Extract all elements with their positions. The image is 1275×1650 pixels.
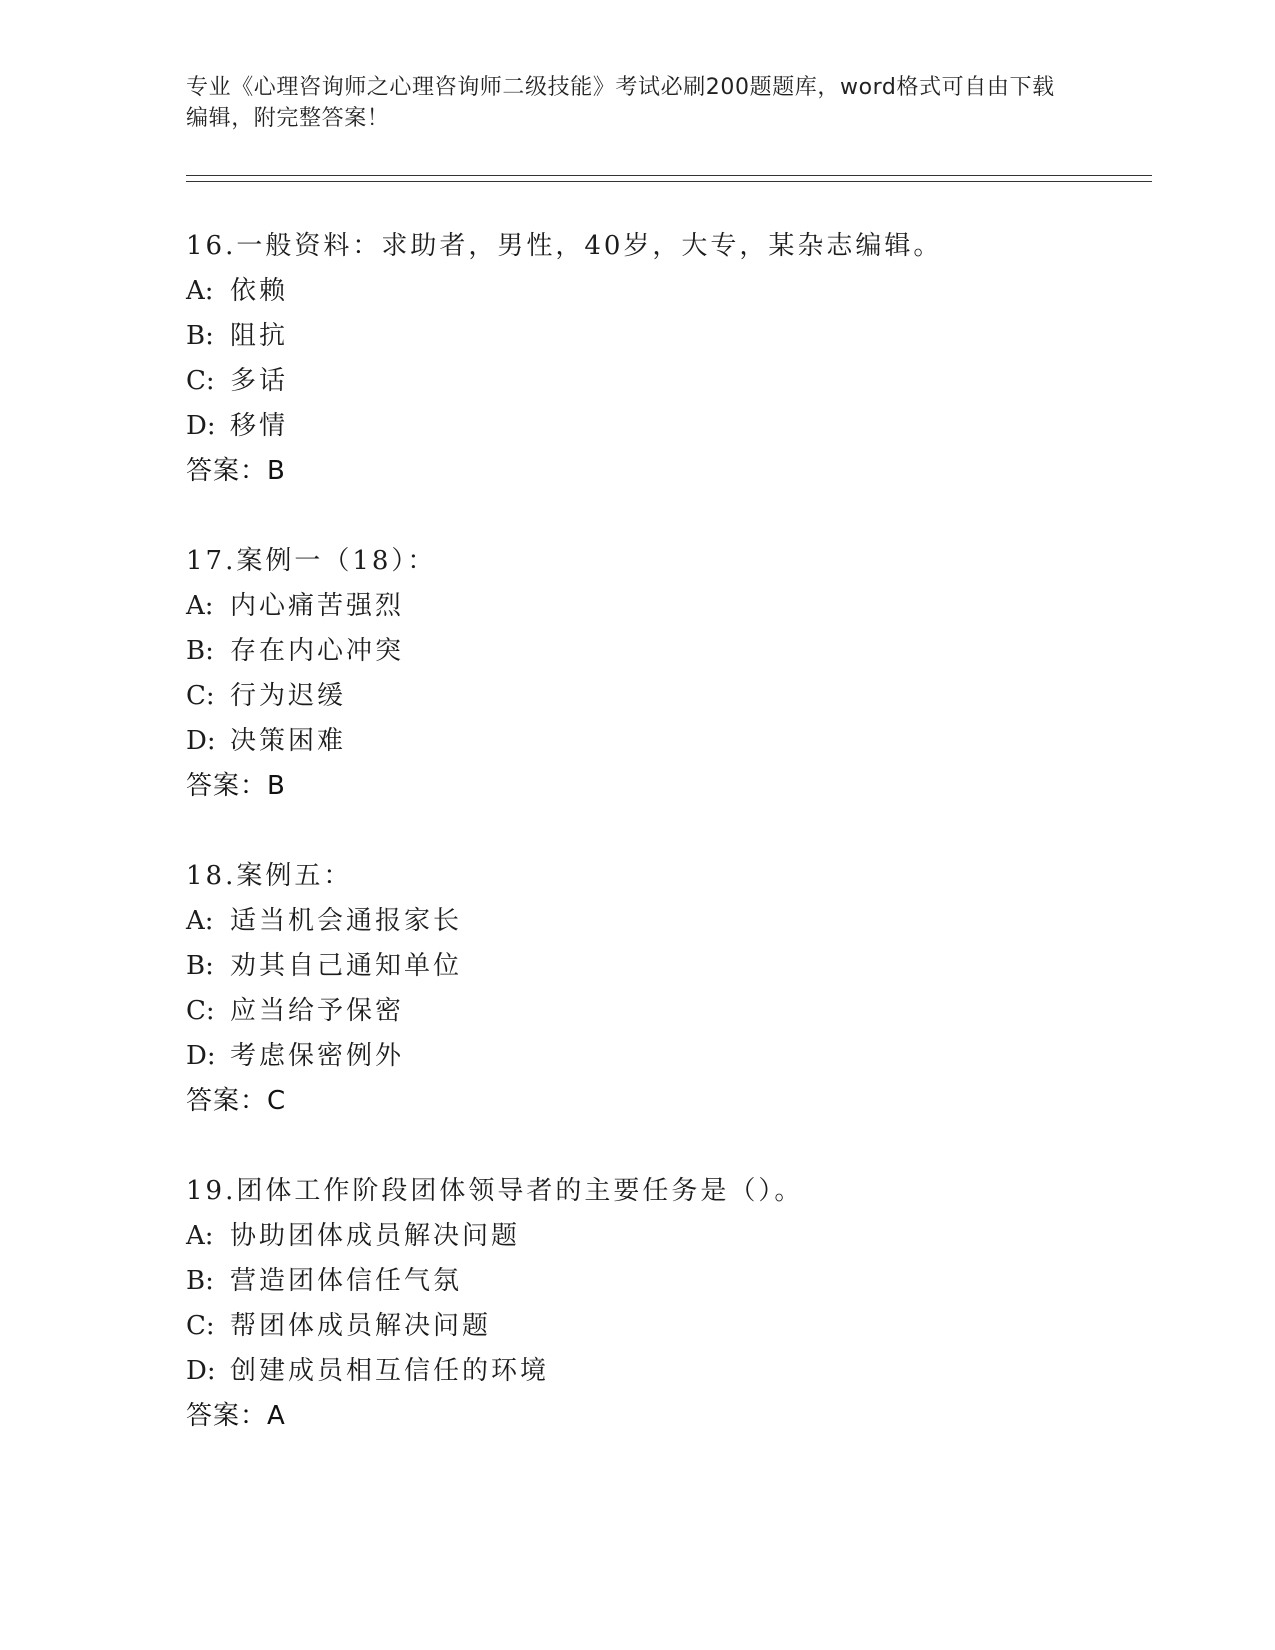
option-letter: B: bbox=[186, 951, 214, 981]
option-b bbox=[186, 944, 1146, 989]
header-divider-bottom bbox=[186, 181, 1152, 182]
option-b bbox=[186, 629, 1146, 674]
option-letter: A: bbox=[186, 591, 214, 621]
option-d bbox=[186, 1034, 1146, 1079]
option-d bbox=[186, 404, 1146, 449]
answer: 答案：B bbox=[186, 456, 286, 486]
option-text: 移情 bbox=[230, 411, 289, 441]
option-letter: A: bbox=[186, 1221, 214, 1251]
option-a bbox=[186, 269, 1146, 314]
option-letter: B: bbox=[186, 1266, 214, 1296]
option-letter: D: bbox=[186, 726, 216, 756]
option-c bbox=[186, 989, 1146, 1034]
option-letter: B: bbox=[186, 321, 214, 351]
option-c bbox=[186, 674, 1146, 719]
answer: 答案：A bbox=[186, 1401, 286, 1431]
option-text: 依赖 bbox=[230, 276, 289, 306]
question-18 bbox=[186, 854, 1146, 1124]
option-letter: D: bbox=[186, 1356, 216, 1386]
option-letter: C: bbox=[186, 366, 215, 396]
question-17 bbox=[186, 539, 1146, 809]
question-stem: 16.一般资料：求助者，男性，40岁，大专，某杂志编辑。 bbox=[186, 231, 943, 261]
question-stem: 19.团体工作阶段团体领导者的主要任务是（）。 bbox=[186, 1176, 804, 1206]
option-d bbox=[186, 719, 1146, 764]
option-text: 创建成员相互信任的环境 bbox=[230, 1356, 550, 1386]
option-text: 内心痛苦强烈 bbox=[230, 591, 405, 621]
question-stem: 18.案例五： bbox=[186, 861, 353, 891]
question-16 bbox=[186, 224, 1146, 494]
option-letter: C: bbox=[186, 996, 215, 1026]
option-b bbox=[186, 314, 1146, 359]
option-text: 多话 bbox=[230, 366, 289, 396]
option-text: 劝其自己通知单位 bbox=[230, 951, 463, 981]
question-stem: 17.案例一（18）： bbox=[186, 546, 437, 576]
option-text: 决策困难 bbox=[230, 726, 347, 756]
option-text: 阻抗 bbox=[230, 321, 289, 351]
option-text: 考虑保密例外 bbox=[230, 1041, 405, 1071]
option-letter: B: bbox=[186, 636, 214, 666]
option-text: 营造团体信任气氛 bbox=[230, 1266, 463, 1296]
answer: 答案：C bbox=[186, 1086, 287, 1116]
option-c bbox=[186, 359, 1146, 404]
option-text: 适当机会通报家长 bbox=[230, 906, 463, 936]
option-text: 帮团体成员解决问题 bbox=[230, 1311, 492, 1341]
option-text: 行为迟缓 bbox=[230, 681, 347, 711]
option-letter: C: bbox=[186, 1311, 215, 1341]
document-header: 专业《心理咨询师之心理咨询师二级技能》考试必刷200题题库，word格式可自由下载编辑，附完整答案！ bbox=[186, 75, 1055, 131]
option-letter: A: bbox=[186, 276, 214, 306]
option-letter: A: bbox=[186, 906, 214, 936]
option-a bbox=[186, 1214, 1146, 1259]
option-letter: D: bbox=[186, 1041, 216, 1071]
option-b bbox=[186, 1259, 1146, 1304]
option-letter: D: bbox=[186, 411, 216, 441]
option-c bbox=[186, 1304, 1146, 1349]
option-text: 应当给予保密 bbox=[230, 996, 405, 1026]
option-a bbox=[186, 584, 1146, 629]
option-text: 存在内心冲突 bbox=[230, 636, 405, 666]
question-19 bbox=[186, 1169, 1146, 1439]
option-letter: C: bbox=[186, 681, 215, 711]
header-divider-top bbox=[186, 175, 1152, 176]
answer: 答案：B bbox=[186, 771, 286, 801]
option-d bbox=[186, 1349, 1146, 1394]
option-a bbox=[186, 899, 1146, 944]
option-text: 协助团体成员解决问题 bbox=[230, 1221, 521, 1251]
